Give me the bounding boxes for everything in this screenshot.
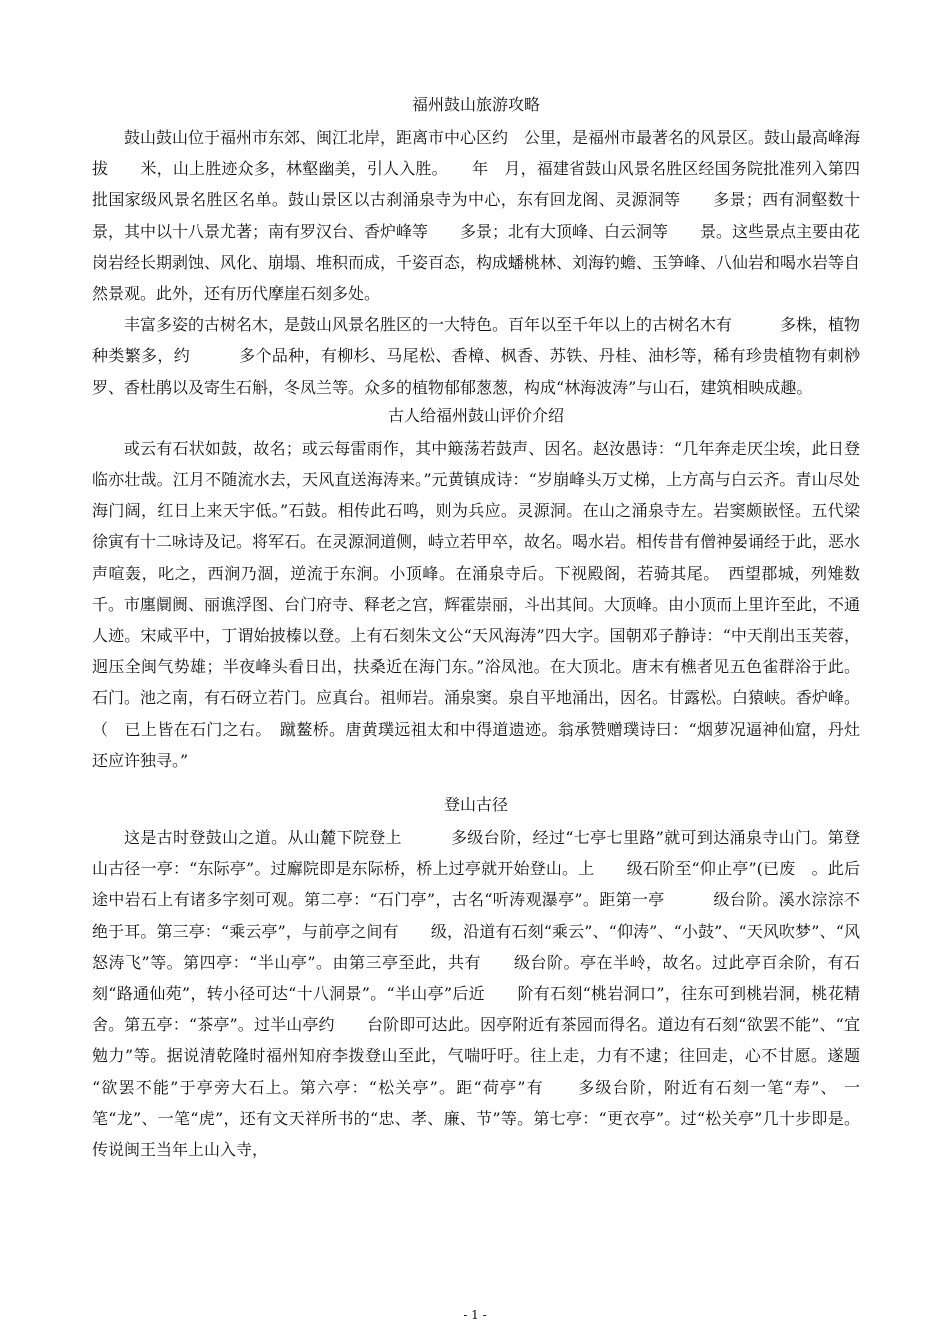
page-number: - 1 -: [463, 1308, 487, 1322]
document-page: [92, 92, 860, 1322]
paragraph-ancient-path: 这是古时登鼓山之道。从山麓下院登上 多级台阶，经过“七亭七里路”就可到达涌泉寺山门。第登山古径一亭：“东际亭”。过廨院即是东际桥，桥上过亭就开始登山。上 级石阶至“仰止亭”(已废 。此后途中岩石上有诸多字刻可观。第二亭：“石门亭”，古名“听涛观瀑亭”。距第一亭 级台阶。溪水淙淙不绝于耳。第三亭：“乘云亭”，与前亭之间有 级，沿道有石刻“乘云”、“仰涛”、“小鼓”、“天风吹梦”、“风怒涛飞”等。第四亭：“半山亭”。由第三亭至此，共有 级台阶。亭在半岭，故名。过此亭百余阶，有石刻“路通仙苑”，转小径可达“十八洞景”。“半山亭”后近 阶有石刻“桃岩洞口”，往东可到桃岩洞，桃花精舍。第五亭：“茶亭”。过半山亭约 台阶即可达此。因亭附近有茶园而得名。道边有石刻“欲罢不能”、“宜勉力”等。据说清乾隆时福州知府李拨登山至此，气喘吁吁。往上走，力有不逮；往回走，心不甘愿。遂题 “欲罢不能”于亭旁大石上。第六亭：“松关亭”。距“荷亭”有 多级台阶，附近有石刻一笔“寿”、 一笔“龙”、一笔“虎”，还有文天祥所书的“忠、孝、廉、节”等。第七亭：“更衣亭”。过“松关亭”几十步即是。传说闽王当年上山入寺，: [92, 828, 860, 1160]
paragraph-ancient-reviews: 或云有石状如鼓，故名；或云每雷雨作，其中簸荡若鼓声、因名。赵汝愚诗：“几年奔走厌尘埃，此日登临亦壮哉。江月不随流水去，天风直送海涛来。”元黄镇成诗：“岁崩峰头万丈梯，上方高与白云齐。青山尽处海门阔，红日上来天宇低。”石鼓。相传此石鸣，则为兵应。灵源洞。在山之涌泉寺左。岩窦颇嵌怪。五代梁徐寅有十二咏诗及记。将军石。在灵源洞道侧，峙立若甲卒，故名。喝水岩。相传昔有僧神晏诵经于此，恶水声喧轰，叱之，西涧乃涸，逆流于东涧。小顶峰。在涌泉寺后。下视殿阁，若骑其尾。 西望郡城，列雉数千。市廛阛阓、丽谯浮图、台门府寺、释老之宫，辉霍崇丽，斗出其间。大顶峰。由小顶而上里许至此，不通人迹。宋咸平中，丁谓始披榛以登。上有石刻朱文公“天风海涛”四大字。国朝邓子静诗：“中天削出玉芙蓉，迥压全闽气势雄；半夜峰头看日出，扶桑近在海门东。”浴凤池。在大顶北。唐末有樵者见五色雀群浴于此。石门。池之南，有石砑立若门。应真台。祖师岩。涌泉窦。泉自平地涌出，因名。甘露松。白猿峡。香炉峰。（ 已上皆在石门之右。 蹴鳌桥。唐黄璞远祖太和中得道遗迹。翁承赞赠璞诗曰：“烟萝况逼神仙窟，丹灶还应许独寻。”: [92, 438, 861, 770]
paragraph-ancient-trees: 丰富多姿的古树名木，是鼓山风景名胜区的一大特色。百年以至千年以上的古树名木有 多株，植物种类繁多，约 多个品种，有柳杉、马尾松、香樟、枫香、苏铁、丹桂、油杉等，稀有珍贵植物有刺桫罗、香杜鹃以及寄生石斛，冬凤兰等。众多的植物郁郁葱葱，构成“林海波涛”与山石，建筑相映成趣。: [92, 315, 861, 397]
section-title-gushan-guide: 福州鼓山旅游攻略: [411, 95, 540, 114]
section-title-ancient-path: 登山古径: [443, 795, 508, 815]
paragraph-gushan-overview: 鼓山鼓山位于福州市东郊、闽江北岸，距离市中心区约 公里，是福州市最著名的风景区。鼓山最高峰海拔 米，山上胜迹众多，林壑幽美，引人入胜。 年 月，福建省鼓山风景名胜区经国务院批准列入第四批国家级风景名胜区名单。鼓山景区以古刹涌泉寺为中心，东有回龙阁、灵源洞等 多景；西有洞壑数十景，其中以十八景尤著；南有罗汉台、香炉峰等 多景；北有大顶峰、白云洞等 景。这些景点主要由花岗岩经长期剥蚀、风化、崩塌、堆积而成，千姿百态，构成蟠桃林、刘海钓蟾、玉笋峰、八仙岩和喝水岩等自然景观。此外，还有历代摩崖石刻多处。: [92, 128, 861, 304]
section-spacer: [92, 776, 860, 792]
section-title-ancient-reviews: 古人给福州鼓山评价介绍: [387, 405, 564, 425]
